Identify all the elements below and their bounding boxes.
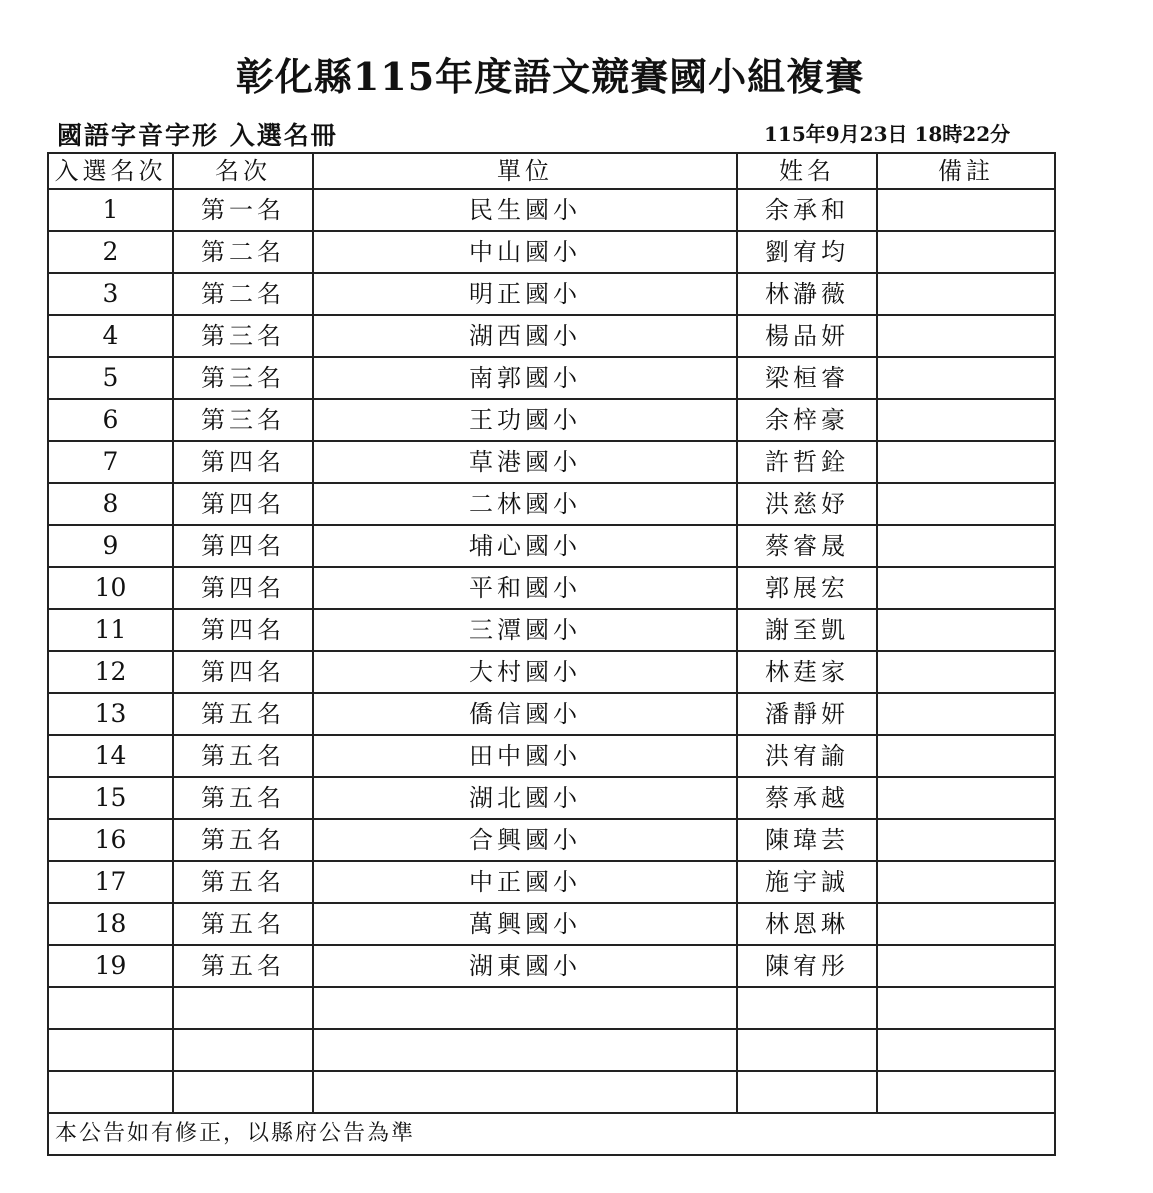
table-row xyxy=(48,231,1055,273)
cell-name: 楊品妍 xyxy=(737,315,877,357)
cell-place: 第五名 xyxy=(173,735,313,777)
cell-remark xyxy=(877,987,1055,1029)
cell-name: 余梓豪 xyxy=(737,399,877,441)
cell-place: 第五名 xyxy=(173,903,313,945)
table-header-row xyxy=(48,153,1055,189)
cell-place: 第五名 xyxy=(173,693,313,735)
cell-name: 潘靜妍 xyxy=(737,693,877,735)
cell-name xyxy=(737,1071,877,1113)
table-row xyxy=(48,861,1055,903)
cell-selection-rank: 15 xyxy=(48,777,173,819)
table-row xyxy=(48,483,1055,525)
cell-selection-rank: 1 xyxy=(48,189,173,231)
cell-name: 林莛家 xyxy=(737,651,877,693)
table-row xyxy=(48,1029,1055,1071)
cell-remark xyxy=(877,357,1055,399)
cell-selection-rank xyxy=(48,987,173,1029)
cell-selection-rank: 10 xyxy=(48,567,173,609)
cell-remark xyxy=(877,273,1055,315)
cell-school: 南郭國小 xyxy=(313,357,737,399)
cell-school xyxy=(313,1071,737,1113)
cell-school: 湖西國小 xyxy=(313,315,737,357)
cell-selection-rank: 14 xyxy=(48,735,173,777)
cell-school: 湖北國小 xyxy=(313,777,737,819)
table-row xyxy=(48,315,1055,357)
cell-school xyxy=(313,987,737,1029)
announcement-datetime: 115年9月23日 18時22分 xyxy=(764,122,1011,146)
cell-school xyxy=(313,1029,737,1071)
cell-school: 二林國小 xyxy=(313,483,737,525)
cell-selection-rank: 17 xyxy=(48,861,173,903)
cell-place: 第五名 xyxy=(173,777,313,819)
cell-school: 王功國小 xyxy=(313,399,737,441)
cell-place: 第三名 xyxy=(173,315,313,357)
table-row xyxy=(48,567,1055,609)
table-row xyxy=(48,777,1055,819)
column-header-remark: 備註 xyxy=(877,153,1055,189)
cell-place: 第四名 xyxy=(173,567,313,609)
table-row xyxy=(48,441,1055,483)
cell-name: 謝至凱 xyxy=(737,609,877,651)
cell-school: 民生國小 xyxy=(313,189,737,231)
table-row xyxy=(48,945,1055,987)
cell-name: 林瀞薇 xyxy=(737,273,877,315)
cell-school: 萬興國小 xyxy=(313,903,737,945)
cell-name: 蔡睿晟 xyxy=(737,525,877,567)
cell-place: 第四名 xyxy=(173,525,313,567)
cell-place: 第四名 xyxy=(173,651,313,693)
cell-place xyxy=(173,1029,313,1071)
cell-selection-rank: 5 xyxy=(48,357,173,399)
cell-name: 梁桓睿 xyxy=(737,357,877,399)
cell-school: 明正國小 xyxy=(313,273,737,315)
cell-remark xyxy=(877,861,1055,903)
cell-selection-rank: 13 xyxy=(48,693,173,735)
cell-name: 余承和 xyxy=(737,189,877,231)
cell-name: 劉宥均 xyxy=(737,231,877,273)
cell-selection-rank xyxy=(48,1029,173,1071)
cell-remark xyxy=(877,441,1055,483)
footnote-text: 本公告如有修正，以縣府公告為準 xyxy=(48,1113,1055,1155)
cell-remark xyxy=(877,609,1055,651)
column-header-selection-rank: 入選名次 xyxy=(48,153,173,189)
page-title: 彰化縣115年度語文競賽國小組複賽 xyxy=(235,54,865,99)
cell-place: 第四名 xyxy=(173,441,313,483)
cell-remark xyxy=(877,231,1055,273)
cell-selection-rank: 9 xyxy=(48,525,173,567)
column-header-place: 名次 xyxy=(173,153,313,189)
cell-name: 郭展宏 xyxy=(737,567,877,609)
cell-school: 田中國小 xyxy=(313,735,737,777)
table-row xyxy=(48,651,1055,693)
list-subtitle: 國語字音字形 入選名冊 xyxy=(57,121,338,150)
cell-name xyxy=(737,1029,877,1071)
column-header-name: 姓名 xyxy=(737,153,877,189)
cell-place: 第三名 xyxy=(173,357,313,399)
cell-school: 僑信國小 xyxy=(313,693,737,735)
table-row xyxy=(48,357,1055,399)
cell-selection-rank: 18 xyxy=(48,903,173,945)
cell-remark xyxy=(877,483,1055,525)
cell-school: 草港國小 xyxy=(313,441,737,483)
cell-selection-rank: 11 xyxy=(48,609,173,651)
cell-school: 大村國小 xyxy=(313,651,737,693)
cell-remark xyxy=(877,1029,1055,1071)
cell-selection-rank: 4 xyxy=(48,315,173,357)
cell-remark xyxy=(877,315,1055,357)
table-row xyxy=(48,399,1055,441)
cell-name: 蔡承越 xyxy=(737,777,877,819)
cell-remark xyxy=(877,567,1055,609)
table-row xyxy=(48,273,1055,315)
cell-remark xyxy=(877,903,1055,945)
cell-remark xyxy=(877,525,1055,567)
table-row xyxy=(48,903,1055,945)
cell-place xyxy=(173,987,313,1029)
cell-remark xyxy=(877,777,1055,819)
table-row xyxy=(48,819,1055,861)
cell-remark xyxy=(877,189,1055,231)
cell-place: 第四名 xyxy=(173,609,313,651)
cell-place: 第五名 xyxy=(173,945,313,987)
cell-school: 平和國小 xyxy=(313,567,737,609)
cell-school: 合興國小 xyxy=(313,819,737,861)
cell-place xyxy=(173,1071,313,1113)
cell-name xyxy=(737,987,877,1029)
cell-selection-rank: 8 xyxy=(48,483,173,525)
cell-place: 第五名 xyxy=(173,819,313,861)
cell-school: 中山國小 xyxy=(313,231,737,273)
cell-place: 第二名 xyxy=(173,273,313,315)
cell-remark xyxy=(877,735,1055,777)
cell-name: 陳瑋芸 xyxy=(737,819,877,861)
cell-name: 陳宥彤 xyxy=(737,945,877,987)
cell-selection-rank xyxy=(48,1071,173,1113)
cell-place: 第五名 xyxy=(173,861,313,903)
cell-place: 第二名 xyxy=(173,231,313,273)
cell-name: 許哲銓 xyxy=(737,441,877,483)
cell-school: 三潭國小 xyxy=(313,609,737,651)
roster-table xyxy=(47,152,1056,1156)
cell-remark xyxy=(877,693,1055,735)
table-row xyxy=(48,189,1055,231)
table-row xyxy=(48,1071,1055,1113)
cell-selection-rank: 6 xyxy=(48,399,173,441)
cell-place: 第四名 xyxy=(173,483,313,525)
cell-school: 湖東國小 xyxy=(313,945,737,987)
table-row xyxy=(48,735,1055,777)
cell-name: 林恩琳 xyxy=(737,903,877,945)
cell-selection-rank: 3 xyxy=(48,273,173,315)
cell-selection-rank: 12 xyxy=(48,651,173,693)
table-row xyxy=(48,987,1055,1029)
cell-school: 中正國小 xyxy=(313,861,737,903)
cell-place: 第一名 xyxy=(173,189,313,231)
cell-remark xyxy=(877,819,1055,861)
cell-name: 洪宥諭 xyxy=(737,735,877,777)
cell-selection-rank: 16 xyxy=(48,819,173,861)
footnote-row xyxy=(48,1113,1055,1155)
table-row xyxy=(48,693,1055,735)
cell-selection-rank: 19 xyxy=(48,945,173,987)
cell-remark xyxy=(877,945,1055,987)
table-body xyxy=(48,189,1055,1113)
table-row xyxy=(48,525,1055,567)
cell-place: 第三名 xyxy=(173,399,313,441)
cell-selection-rank: 2 xyxy=(48,231,173,273)
cell-remark xyxy=(877,1071,1055,1113)
cell-name: 施宇誠 xyxy=(737,861,877,903)
cell-school: 埔心國小 xyxy=(313,525,737,567)
column-header-school: 單位 xyxy=(313,153,737,189)
table-row xyxy=(48,609,1055,651)
cell-name: 洪慈妤 xyxy=(737,483,877,525)
cell-remark xyxy=(877,399,1055,441)
cell-remark xyxy=(877,651,1055,693)
cell-selection-rank: 7 xyxy=(48,441,173,483)
